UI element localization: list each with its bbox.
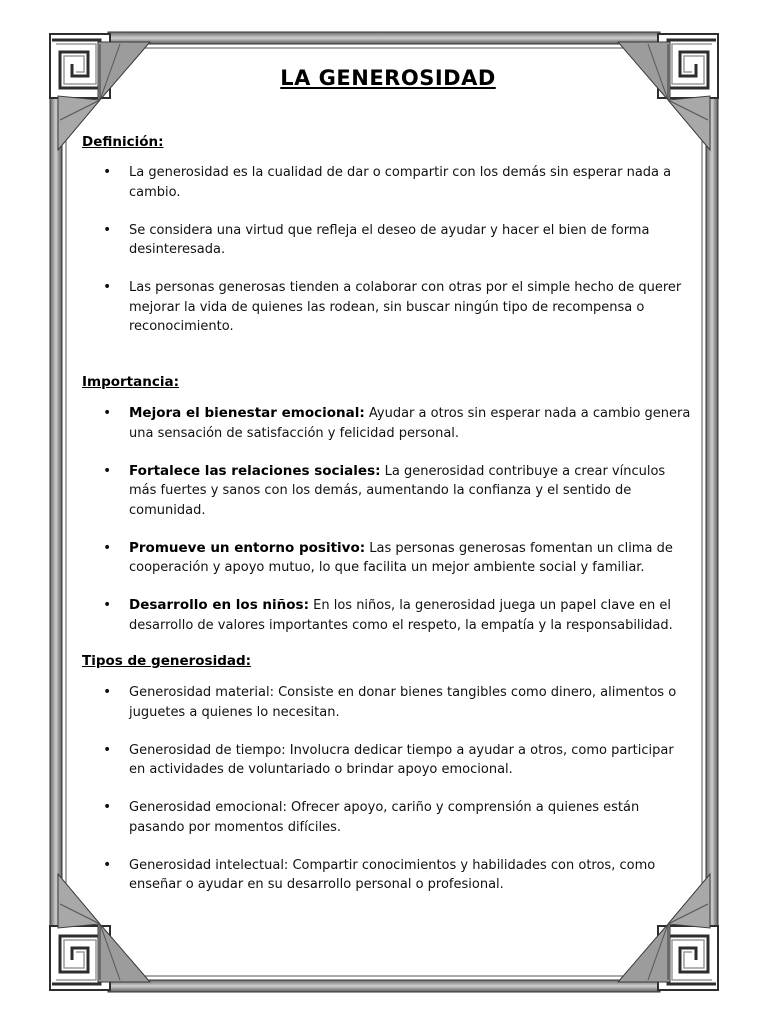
bullet-icon: • xyxy=(103,799,112,815)
bullet-icon: • xyxy=(103,741,112,758)
list-item: • Fortalece las relaciones sociales: La generosidad contribuye a crear vínculos más fuertes y sanos con los demás, aumentando la confianza y el sentido de comunidad. xyxy=(103,462,666,518)
importance-list xyxy=(82,404,694,654)
bullet-icon: • xyxy=(103,405,112,421)
bullet-icon: • xyxy=(103,221,112,238)
list-item: • La generosidad es la cualidad de dar o compartir con los demás sin esperar nada a cambio. xyxy=(103,164,672,200)
list-item: • Las personas generosas tienden a colaborar con otras por el simple hecho de querer mejorar la vida de quienes las rodean, sin buscar ningún tipo de recompensa o reconocimiento. xyxy=(103,279,682,334)
greek-key-corner-ornament xyxy=(618,34,718,150)
bullet-icon: • xyxy=(103,462,112,479)
bullet-icon: • xyxy=(103,856,112,873)
bullet-icon: • xyxy=(103,279,112,295)
bullet-icon: • xyxy=(103,164,112,180)
section-heading-definicion: Definición: xyxy=(82,134,164,150)
list-item: • Promueve un entorno positivo: Las personas generosas fomentan un clima de cooperación y apoyo mutuo, lo que facilita un mejor ambiente social y familiar. xyxy=(103,539,673,575)
list-item: • Generosidad de tiempo: Involucra dedicar tiempo a ayudar a otros, como participar en actividades de voluntariado o brindar apoyo emocional. xyxy=(103,741,674,777)
bullet-icon: • xyxy=(103,539,112,556)
bullet-icon: • xyxy=(103,597,112,613)
section-heading-tipos: Tipos de generosidad: xyxy=(82,653,252,669)
section-heading-importancia: Importancia: xyxy=(82,374,179,390)
bullet-icon: • xyxy=(103,684,112,700)
definition-list xyxy=(82,163,694,355)
list-item: • Mejora el bienestar emocional: Ayudar a otros sin esperar nada a cambio genera una sensación de satisfacción y felicidad personal. xyxy=(103,405,691,441)
list-item: • Generosidad emocional: Ofrecer apoyo, cariño y comprensión a quienes están pasando por momentos difíciles. xyxy=(103,799,640,835)
list-item: • Se considera una virtud que refleja el deseo de ayudar y hacer el bien de forma desinteresada. xyxy=(103,221,650,257)
types-list xyxy=(82,683,694,913)
list-item: • Generosidad material: Consiste en donar bienes tangibles como dinero, alimentos o juguetes a quienes lo necesitan. xyxy=(103,684,677,720)
list-item: • Generosidad intelectual: Compartir conocimientos y habilidades con otros, como enseñar o ayudar en su desarrollo personal o profesional. xyxy=(103,856,656,892)
list-item: • Desarrollo en los niños: En los niños, la generosidad juega un papel clave en el desarrollo de valores importantes como el respeto, la empatía y la responsabilidad. xyxy=(103,597,673,633)
page-title: LA GENEROSIDAD xyxy=(280,66,496,90)
greek-key-corner-ornament xyxy=(50,34,150,150)
